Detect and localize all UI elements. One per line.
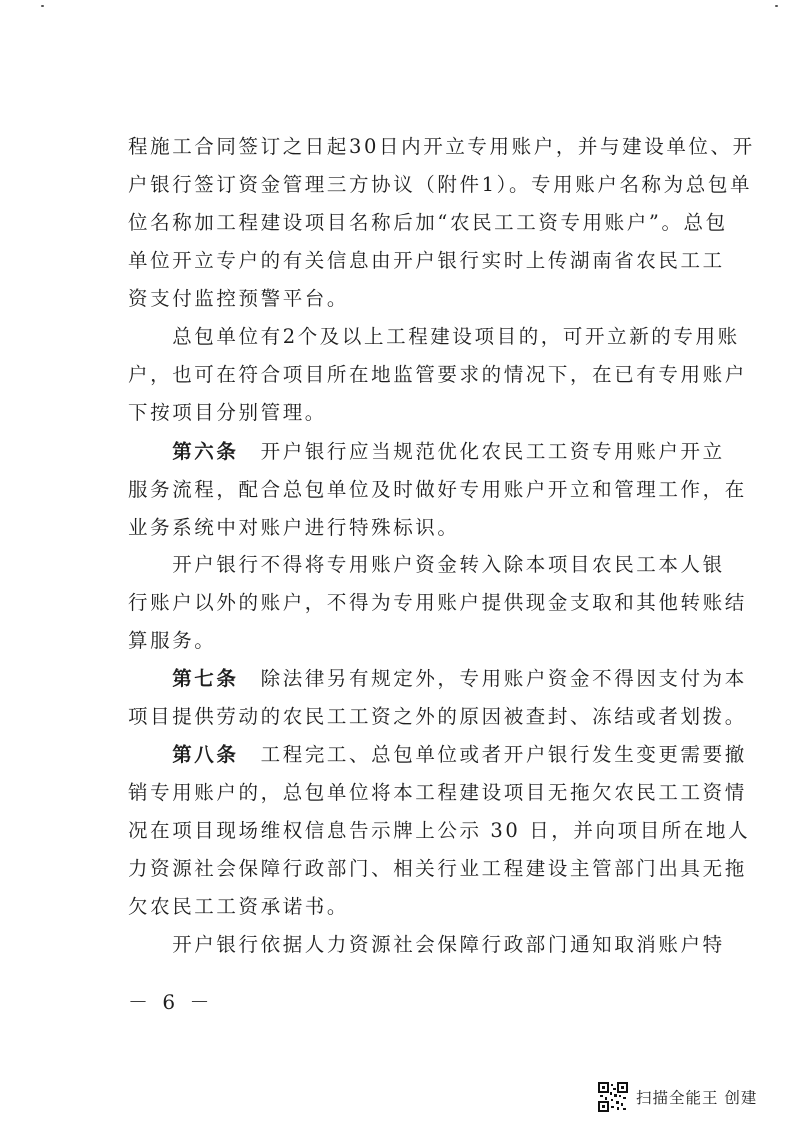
text-line: 开户银行不得将专用账户资金转入除本项目农民工本人银 [128,553,725,576]
text-line: 资支付监控预警平台。 [128,287,350,310]
text-line: 欠农民工工资承诺书。 [128,895,350,918]
text-line: 户银行签订资金管理三方协议（附件1）。专用账户名称为总包单 [128,173,753,196]
text-line: 算服务。 [128,629,217,652]
text-line-rest: 除法律另有规定外，专用账户资金不得因支付为本 [238,667,747,690]
text-line-rest: 开户银行应当规范优化农民工工资专用账户开立 [238,440,725,463]
text-line: 况在项目现场维权信息告示牌上公示 30 日，并向项目所在地人 [128,819,751,842]
text-line: 行账户以外的账户，不得为专用账户提供现金支取和其他转账结 [128,591,747,614]
paragraph [128,128,755,318]
text-line-rest: 工程完工、总包单位或者开户银行发生变更需要撤 [238,743,747,766]
paragraph [128,926,725,964]
paragraph [128,660,747,736]
text-line: 单位开立专户的有关信息由开户银行实时上传湖南省农民工工 [128,249,725,272]
text-line: 项目提供劳动的农民工工资之外的原因被查封、冻结或者划拨。 [128,705,747,728]
text-line: 开户银行依据人力资源社会保障行政部门通知取消账户特 [128,933,725,956]
text-line: 位名称加工程建设项目名称后加“农民工工资专用账户”。总包 [128,211,728,234]
page-number: － 6 － [128,990,214,1014]
text-line [128,736,747,774]
scanner-app-label: 扫描全能王 创建 [636,1089,758,1107]
scan-speck [775,5,778,7]
scanner-watermark [598,1080,757,1114]
paragraph [128,433,747,547]
paragraph [128,736,751,926]
paragraph [128,546,747,660]
text-line: 户，也可在符合项目所在地监管要求的情况下，在已有专用账户 [128,363,747,386]
article-heading: 第七条 [128,667,239,690]
text-line: 服务流程，配合总包单位及时做好专用账户开立和管理工作，在 [128,478,747,501]
qr-code-icon [598,1082,628,1112]
article-heading: 第八条 [128,743,239,766]
paragraph [128,318,747,432]
scan-speck [41,5,44,7]
text-line [128,433,725,471]
article-heading: 第六条 [128,440,239,463]
text-line: 总包单位有2个及以上工程建设项目的，可开立新的专用账 [128,325,740,348]
text-line: 销专用账户的，总包单位将本工程建设项目无拖欠农民工工资情 [128,781,747,804]
text-line: 下按项目分别管理。 [128,401,327,424]
text-line: 力资源社会保障行政部门、相关行业工程建设主管部门出具无拖 [128,857,747,880]
text-line: 程施工合同签订之日起30日内开立专用账户，并与建设单位、开 [128,135,755,158]
text-line [128,660,747,698]
text-line: 业务系统中对账户进行特殊标识。 [128,516,460,539]
